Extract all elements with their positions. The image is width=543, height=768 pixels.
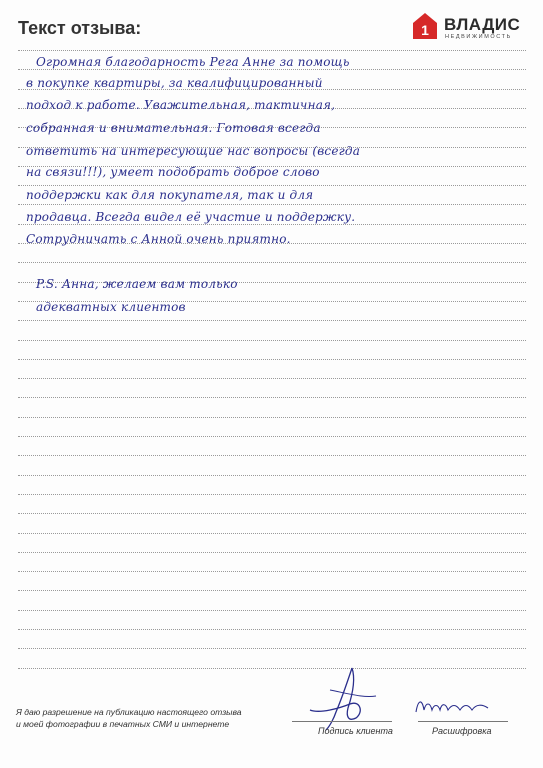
- review-line: подход к работе. Уважительная, тактичная,: [26, 98, 336, 112]
- publication-consent: [16, 706, 256, 730]
- ruled-line: [18, 417, 526, 418]
- ruled-line: [18, 571, 526, 572]
- signature-label: Подпись клиента: [318, 726, 393, 736]
- decode-underline: [418, 721, 508, 722]
- ruled-line: [18, 629, 526, 630]
- ruled-line: [18, 648, 526, 649]
- decode-signature-icon: [412, 692, 502, 720]
- company-logo: [412, 12, 532, 44]
- decode-label: Расшифровка: [432, 726, 492, 736]
- ruled-line: [18, 668, 526, 669]
- house-logo-icon: [412, 12, 438, 40]
- logo-name: ВЛАДИС: [444, 15, 521, 34]
- form-title: Текст отзыва:: [18, 18, 142, 38]
- ruled-line: [18, 610, 526, 611]
- ruled-line: [18, 494, 526, 495]
- logo-subtitle: НЕДВИЖИМОСТЬ: [445, 34, 512, 40]
- review-line: адекватных клиентов: [36, 300, 186, 314]
- ruled-line: [18, 320, 526, 321]
- ruled-line: [18, 262, 526, 263]
- ruled-line: [18, 397, 526, 398]
- ruled-line: [18, 475, 526, 476]
- review-line: собранная и внимательная. Готовая всегда: [26, 121, 321, 135]
- ruled-line: [18, 455, 526, 456]
- review-line: в покупке квартиры, за квалифицированный: [26, 76, 323, 90]
- ruled-line: [18, 204, 526, 205]
- ruled-line: [18, 378, 526, 379]
- ruled-line: [18, 552, 526, 553]
- ruled-line: [18, 513, 526, 514]
- ruled-line: [18, 590, 526, 591]
- consent-line-1: Я даю разрешение на публикацию настоящего отзыва: [16, 707, 242, 717]
- ruled-line: [18, 185, 526, 186]
- review-line: ответить на интересующие нас вопросы (всегда: [26, 144, 361, 158]
- review-line: P.S. Анна, желаем вам только: [36, 277, 238, 291]
- ruled-line: [18, 359, 526, 360]
- review-line: Сотрудничать с Анной очень приятно.: [26, 232, 291, 246]
- ruled-line: [18, 50, 526, 51]
- ruled-line: [18, 69, 526, 70]
- ruled-line: [18, 340, 526, 341]
- review-line: Огромная благодарность Рега Анне за помощь: [36, 55, 350, 69]
- signature-underline: [292, 721, 392, 722]
- consent-line-2: и моей фотографии в печатных СМИ и интернете: [16, 719, 230, 729]
- review-line: поддержки как для покупателя, так и для: [26, 188, 314, 202]
- svg-text:1: 1: [421, 22, 429, 38]
- review-line: продавца. Всегда видел её участие и поддержку.: [26, 210, 356, 224]
- ruled-line: [18, 436, 526, 437]
- ruled-line: [18, 533, 526, 534]
- review-line: на связи!!!), умеет подобрать доброе слово: [26, 165, 320, 179]
